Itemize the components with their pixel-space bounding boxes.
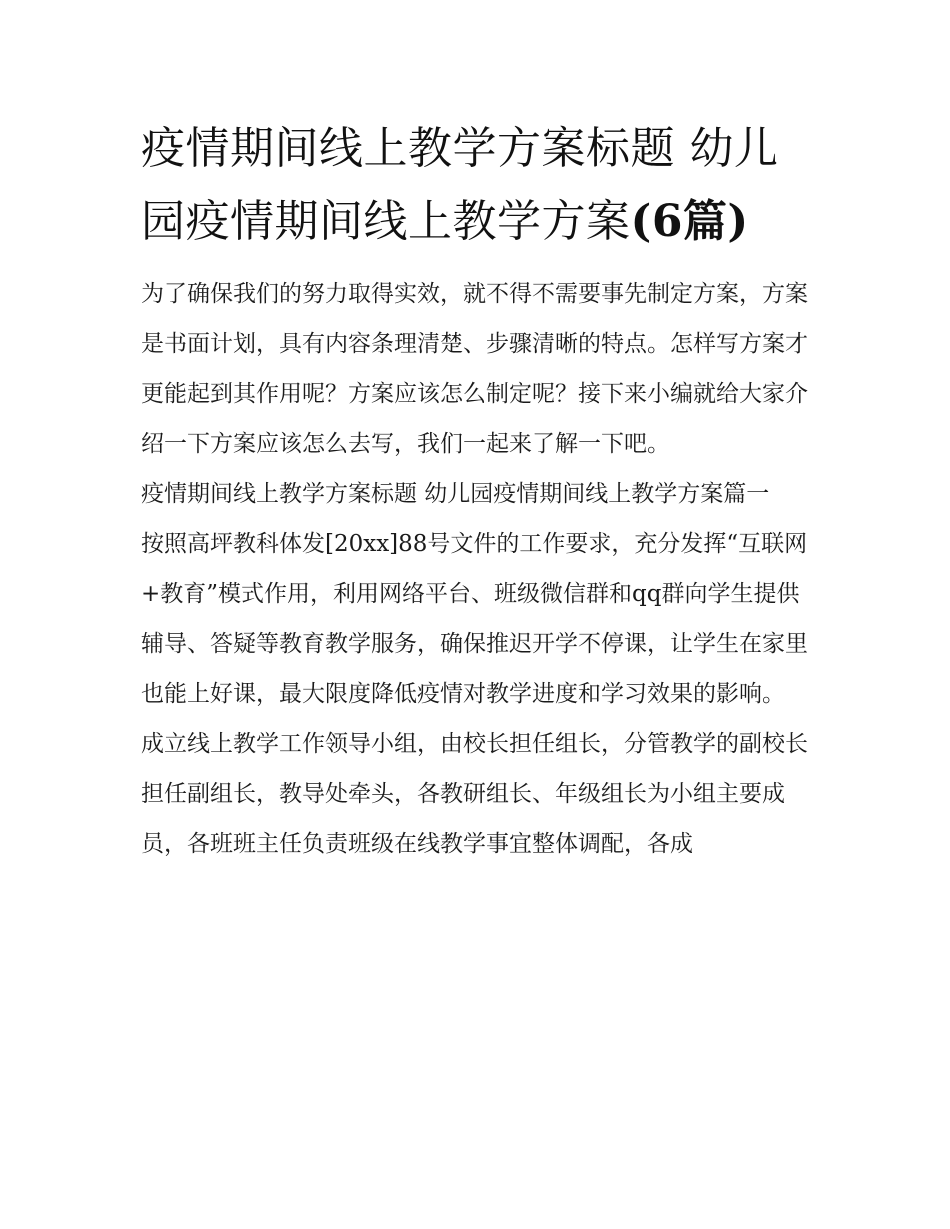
intro-paragraph: 为了确保我们的努力取得实效，就不得不需要事先制定方案，方案是书面计划，具有内容条理清楚、步骤清晰的特点。怎样写方案才更能起到其作用呢？方案应该怎么制定呢？接下来小编就给大家介绍一下方案应该怎么去写，我们一起来了解一下吧。 <box>141 281 808 457</box>
body-paragraph: 成立线上教学工作领导小组，由校长担任组长，分管教学的副校长担任副组长，教导处牵头，各教研组长、年级组长为小组主要成员，各班班主任负责班级在线教学事宜整体调配，各成 <box>141 731 808 857</box>
body-paragraph: 按照高坪教科体发[20xx]88号文件的工作要求，充分发挥“互联网+教育”模式作用，利用网络平台、班级微信群和qq群向学生提供辅导、答疑等教育教学服务，确保推迟开学不停课，让学生在家里也能上好课，最大限度降低疫情对教学进度和学习效果的影响。 <box>141 531 808 707</box>
document-title <box>141 112 813 258</box>
section-heading-part-one: 疫情期间线上教学方案标题 幼儿园疫情期间线上教学方案篇一 <box>141 481 770 507</box>
document-title-suffix: (6篇) <box>630 196 749 247</box>
document-title-main: 疫情期间线上教学方案标题 幼儿园疫情期间线上教学方案 <box>141 123 779 247</box>
document-body <box>141 112 813 869</box>
